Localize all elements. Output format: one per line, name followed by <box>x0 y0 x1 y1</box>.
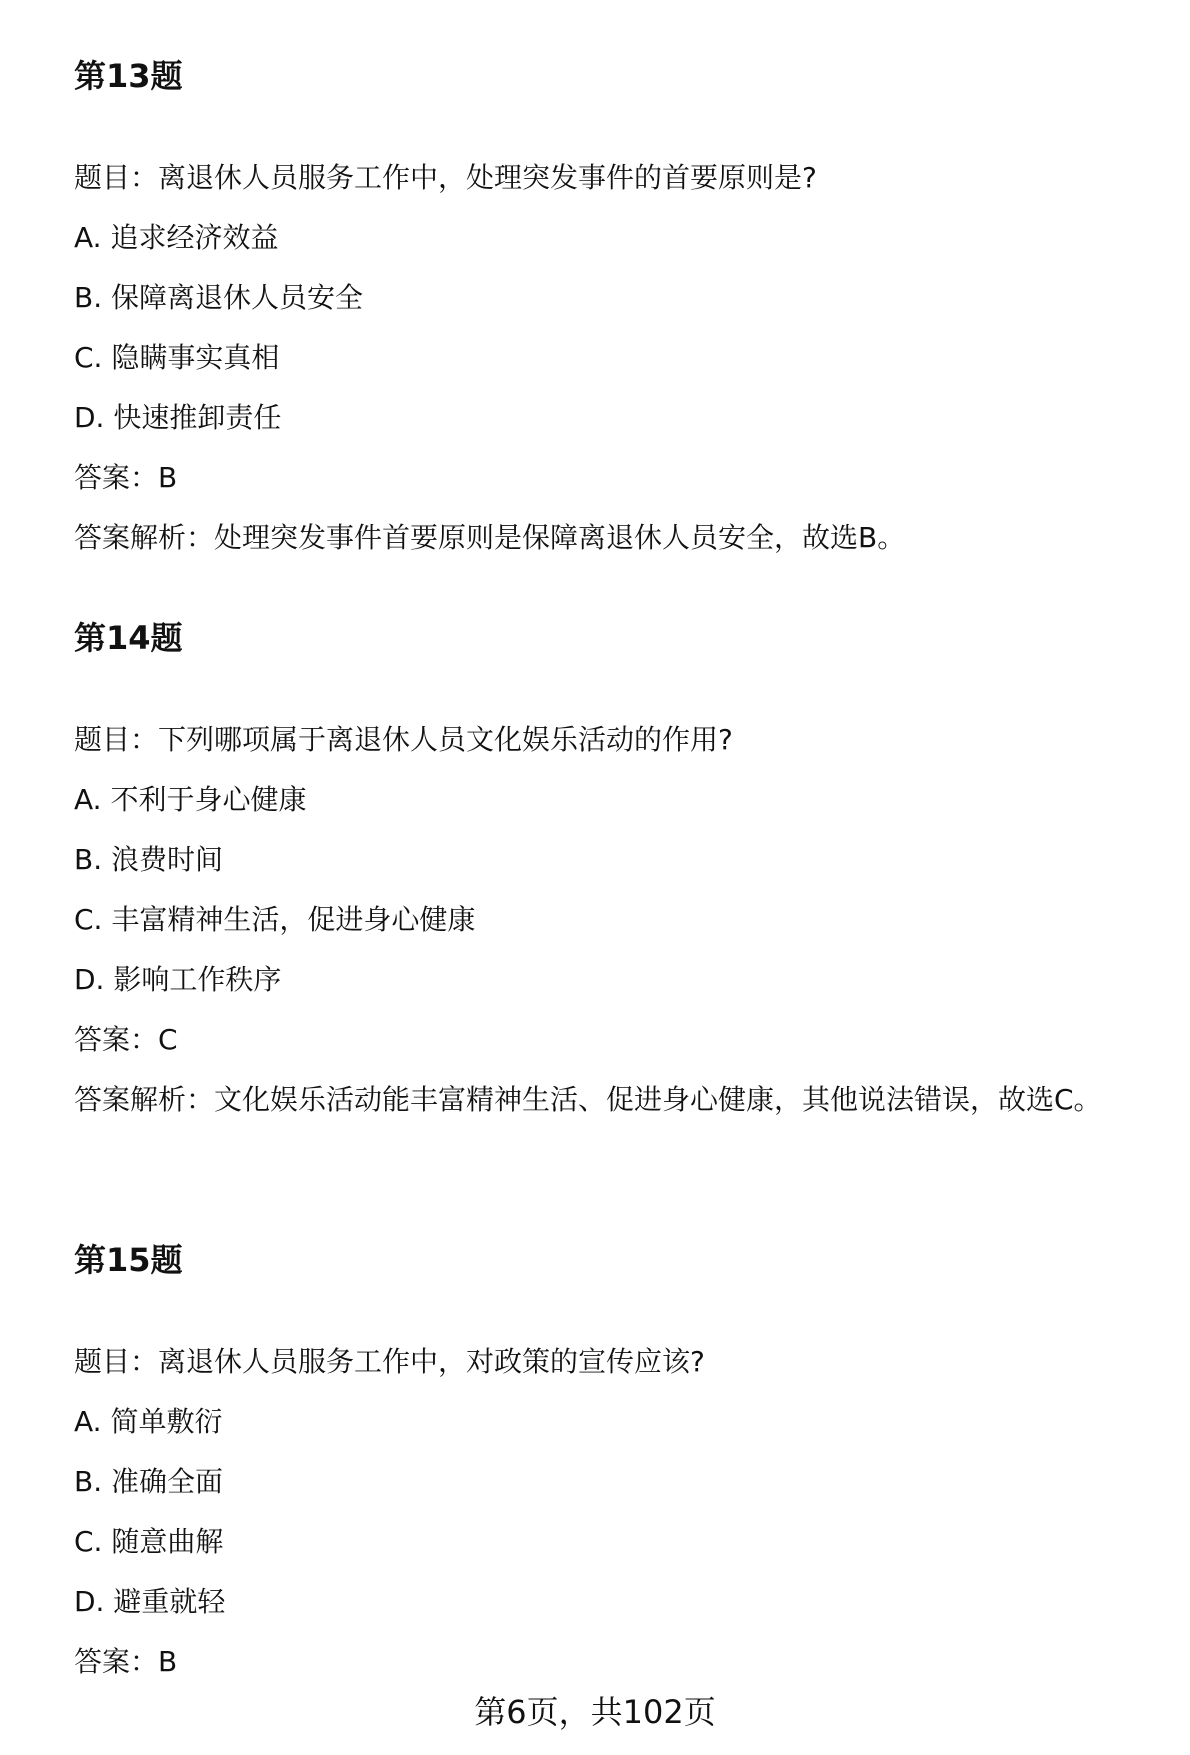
option-d: D. 避重就轻 <box>74 1585 226 1618</box>
question-title: 第13题 <box>74 57 183 95</box>
question-stem: 题目：下列哪项属于离退休人员文化娱乐活动的作用? <box>74 723 733 756</box>
option-c: C. 隐瞒事实真相 <box>74 341 280 374</box>
question-title: 第14题 <box>74 619 183 657</box>
option-d: D. 影响工作秩序 <box>74 963 282 996</box>
answer: 答案：B <box>74 461 178 494</box>
question-title: 第15题 <box>74 1241 183 1279</box>
question-body <box>74 148 1134 568</box>
option-a: A. 不利于身心健康 <box>74 783 307 816</box>
option-c: C. 随意曲解 <box>74 1525 224 1558</box>
question-body <box>74 710 1134 1130</box>
question-14 <box>74 618 1134 1130</box>
answer: 答案：C <box>74 1023 178 1056</box>
answer: 答案：B <box>74 1645 178 1678</box>
question-15 <box>74 1240 1134 1692</box>
option-a: A. 追求经济效益 <box>74 221 279 254</box>
option-b: B. 浪费时间 <box>74 843 224 876</box>
option-a: A. 简单敷衍 <box>74 1405 223 1438</box>
option-b: B. 保障离退休人员安全 <box>74 281 364 314</box>
option-c: C. 丰富精神生活，促进身心健康 <box>74 903 476 936</box>
option-b: B. 准确全面 <box>74 1465 224 1498</box>
question-body <box>74 1332 1134 1692</box>
answer-analysis: 答案解析：文化娱乐活动能丰富精神生活、促进身心健康，其他说法错误，故选C。 <box>74 1083 1102 1116</box>
question-13 <box>74 56 1134 568</box>
question-stem: 题目：离退休人员服务工作中，处理突发事件的首要原则是? <box>74 161 817 194</box>
answer-analysis: 答案解析：处理突发事件首要原则是保障离退休人员安全，故选B。 <box>74 521 906 554</box>
option-d: D. 快速推卸责任 <box>74 401 282 434</box>
page-number: 第6页，共102页 <box>474 1693 716 1731</box>
question-stem: 题目：离退休人员服务工作中，对政策的宣传应该? <box>74 1345 705 1378</box>
